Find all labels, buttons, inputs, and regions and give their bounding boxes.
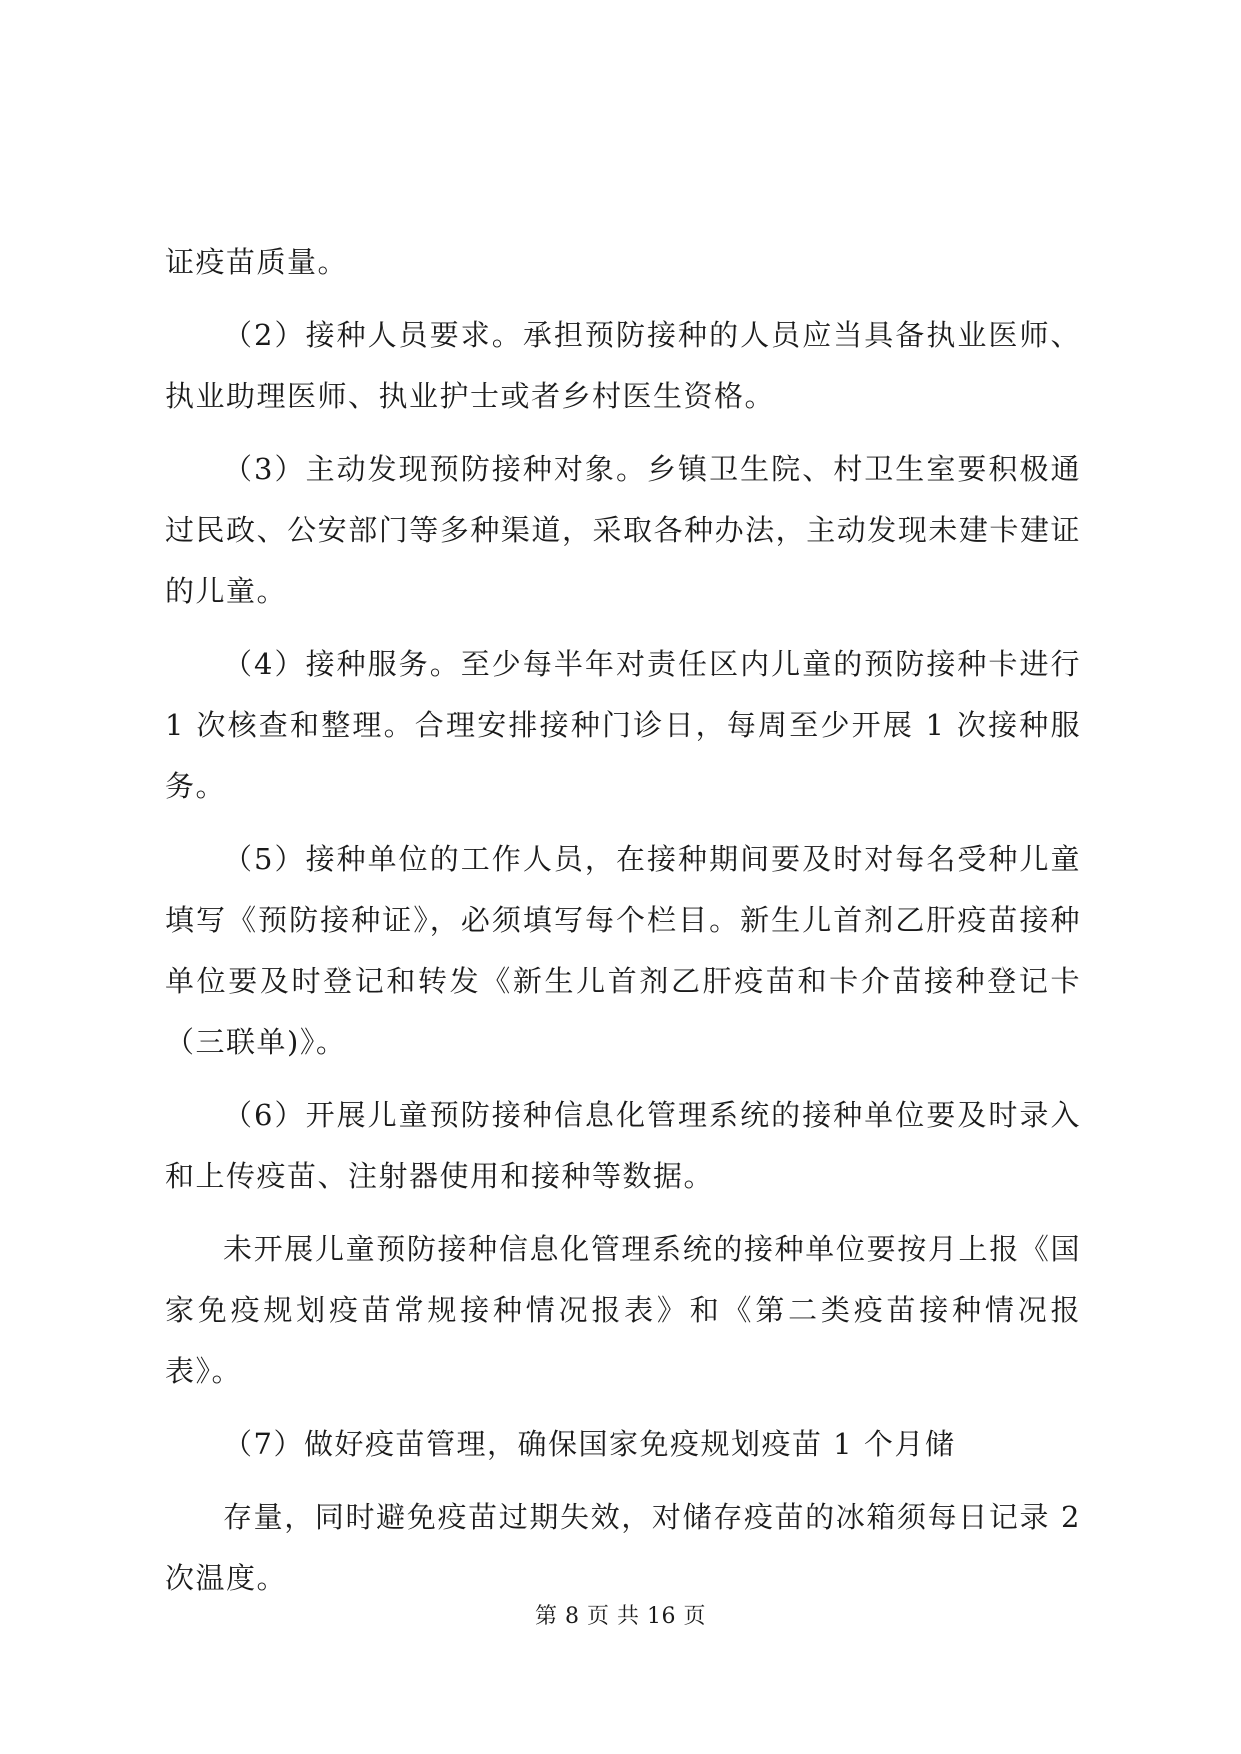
paragraph-1: 证疫苗质量。: [165, 245, 349, 279]
page-footer: [0, 1602, 1241, 1632]
paragraph-6: （6）开展儿童预防接种信息化管理系统的接种单位要及时录入和上传疫苗、注射器使用和接种等数据。: [165, 1098, 1081, 1193]
paragraph-4: （4）接种服务。至少每半年对责任区内儿童的预防接种卡进行 1 次核查和整理。合理安排接种门诊日，每周至少开展 1 次接种服务。: [165, 647, 1081, 803]
paragraph-2: （2）接种人员要求。承担预防接种的人员应当具备执业医师、执业助理医师、执业护士或者乡村医生资格。: [165, 318, 1081, 413]
paragraph-3: （3）主动发现预防接种对象。乡镇卫生院、村卫生室要积极通过民政、公安部门等多种渠道，采取各种办法，主动发现未建卡建证的儿童。: [165, 452, 1081, 608]
page-number-label: 第 8 页 共 16 页: [535, 1604, 706, 1629]
body-text: [165, 232, 1081, 1621]
paragraph-8: （7）做好疫苗管理，确保国家免疫规划疫苗 1 个月储: [223, 1427, 956, 1461]
paragraph-5: （5）接种单位的工作人员，在接种期间要及时对每名受种儿童填写《预防接种证》，必须填写每个栏目。新生儿首剂乙肝疫苗接种单位要及时登记和转发《新生儿首剂乙肝疫苗和卡介苗接种登记卡（三联单)》。: [165, 842, 1081, 1059]
paragraph-7: 未开展儿童预防接种信息化管理系统的接种单位要按月上报《国家免疫规划疫苗常规接种情况报表》和《第二类疫苗接种情况报表》。: [165, 1232, 1081, 1388]
paragraph-9: 存量，同时避免疫苗过期失效，对储存疫苗的冰箱须每日记录 2 次温度。: [165, 1500, 1081, 1595]
